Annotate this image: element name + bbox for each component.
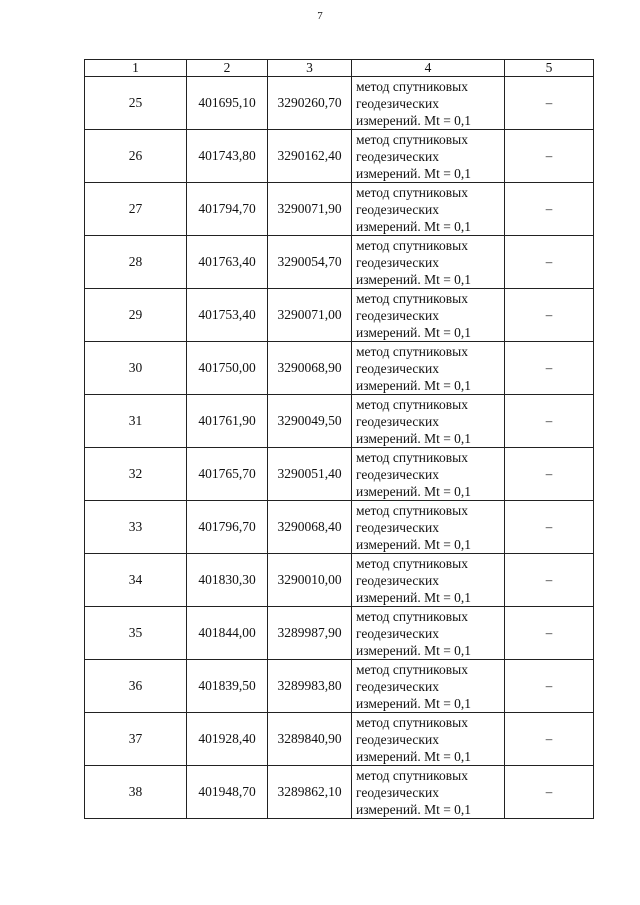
method-line: геодезических: [356, 201, 439, 217]
method-description: [352, 130, 505, 183]
method-line: измерений. Mt = 0,1: [356, 748, 472, 764]
coordinate-y: 3289983,80: [268, 660, 352, 713]
header-col-1: 1: [85, 60, 187, 77]
point-number: 34: [85, 554, 187, 607]
point-number: 38: [85, 766, 187, 819]
table-body: [85, 77, 594, 819]
coordinate-x: 401830,30: [187, 554, 268, 607]
method-line: геодезических: [356, 784, 439, 800]
note-dash: –: [505, 289, 594, 342]
method-line: геодезических: [356, 307, 439, 323]
point-number: 35: [85, 607, 187, 660]
note-dash: –: [505, 183, 594, 236]
method-line: метод спутниковых: [356, 608, 468, 624]
method-description: [352, 501, 505, 554]
table-row: [85, 713, 594, 766]
point-number: 36: [85, 660, 187, 713]
note-dash: –: [505, 660, 594, 713]
method-line: геодезических: [356, 678, 439, 694]
table-row: [85, 130, 594, 183]
method-line: измерений. Mt = 0,1: [356, 324, 472, 340]
method-line: измерений. Mt = 0,1: [356, 483, 472, 499]
coordinate-x: 401948,70: [187, 766, 268, 819]
coordinate-y: 3290071,00: [268, 289, 352, 342]
method-description: [352, 713, 505, 766]
method-line: геодезических: [356, 519, 439, 535]
coordinate-y: 3290054,70: [268, 236, 352, 289]
method-description: [352, 554, 505, 607]
method-description: [352, 766, 505, 819]
note-dash: –: [505, 713, 594, 766]
method-line: геодезических: [356, 572, 439, 588]
method-description: [352, 395, 505, 448]
coordinate-y: 3290051,40: [268, 448, 352, 501]
coordinate-y: 3290049,50: [268, 395, 352, 448]
table-row: [85, 395, 594, 448]
coordinate-x: 401743,80: [187, 130, 268, 183]
method-line: измерений. Mt = 0,1: [356, 112, 472, 128]
table-header: [85, 60, 594, 77]
method-line: метод спутниковых: [356, 714, 468, 730]
coordinate-x: 401796,70: [187, 501, 268, 554]
method-line: измерений. Mt = 0,1: [356, 271, 472, 287]
coordinate-x: 401844,00: [187, 607, 268, 660]
note-dash: –: [505, 501, 594, 554]
method-line: метод спутниковых: [356, 502, 468, 518]
header-row: [85, 60, 594, 77]
method-line: метод спутниковых: [356, 449, 468, 465]
point-number: 27: [85, 183, 187, 236]
coordinate-y: 3289840,90: [268, 713, 352, 766]
table-row: [85, 554, 594, 607]
note-dash: –: [505, 607, 594, 660]
table-row: [85, 183, 594, 236]
point-number: 28: [85, 236, 187, 289]
point-number: 26: [85, 130, 187, 183]
table-row: [85, 766, 594, 819]
method-line: метод спутниковых: [356, 661, 468, 677]
point-number: 33: [85, 501, 187, 554]
method-line: измерений. Mt = 0,1: [356, 642, 472, 658]
note-dash: –: [505, 766, 594, 819]
method-description: [352, 660, 505, 713]
header-col-2: 2: [187, 60, 268, 77]
method-line: метод спутниковых: [356, 237, 468, 253]
method-line: геодезических: [356, 254, 439, 270]
method-description: [352, 183, 505, 236]
method-line: метод спутниковых: [356, 767, 468, 783]
note-dash: –: [505, 554, 594, 607]
coordinate-x: 401763,40: [187, 236, 268, 289]
note-dash: –: [505, 236, 594, 289]
table-row: [85, 501, 594, 554]
coordinate-y: 3289862,10: [268, 766, 352, 819]
coordinates-table: [84, 59, 594, 819]
method-line: измерений. Mt = 0,1: [356, 801, 472, 817]
coordinate-y: 3290071,90: [268, 183, 352, 236]
method-line: геодезических: [356, 148, 439, 164]
coordinate-y: 3290162,40: [268, 130, 352, 183]
method-line: измерений. Mt = 0,1: [356, 165, 472, 181]
coordinate-x: 401794,70: [187, 183, 268, 236]
coordinate-y: 3290068,90: [268, 342, 352, 395]
method-line: геодезических: [356, 625, 439, 641]
method-line: метод спутниковых: [356, 343, 468, 359]
method-line: метод спутниковых: [356, 131, 468, 147]
coordinate-y: 3290010,00: [268, 554, 352, 607]
method-description: [352, 448, 505, 501]
coordinate-x: 401753,40: [187, 289, 268, 342]
coordinate-y: 3290260,70: [268, 77, 352, 130]
note-dash: –: [505, 448, 594, 501]
method-description: [352, 607, 505, 660]
method-line: измерений. Mt = 0,1: [356, 218, 472, 234]
method-line: геодезических: [356, 731, 439, 747]
note-dash: –: [505, 395, 594, 448]
method-line: измерений. Mt = 0,1: [356, 377, 472, 393]
table-row: [85, 236, 594, 289]
method-line: метод спутниковых: [356, 78, 468, 94]
note-dash: –: [505, 130, 594, 183]
method-description: [352, 77, 505, 130]
method-line: измерений. Mt = 0,1: [356, 695, 472, 711]
method-line: геодезических: [356, 413, 439, 429]
point-number: 32: [85, 448, 187, 501]
point-number: 30: [85, 342, 187, 395]
header-col-3: 3: [268, 60, 352, 77]
coordinate-x: 401765,70: [187, 448, 268, 501]
method-line: измерений. Mt = 0,1: [356, 589, 472, 605]
table-row: [85, 342, 594, 395]
header-col-4: 4: [352, 60, 505, 77]
table-row: [85, 448, 594, 501]
table-row: [85, 289, 594, 342]
coordinate-y: 3289987,90: [268, 607, 352, 660]
method-description: [352, 342, 505, 395]
table-row: [85, 607, 594, 660]
point-number: 31: [85, 395, 187, 448]
point-number: 29: [85, 289, 187, 342]
coordinate-y: 3290068,40: [268, 501, 352, 554]
method-line: метод спутниковых: [356, 184, 468, 200]
method-line: геодезических: [356, 466, 439, 482]
coordinate-x: 401761,90: [187, 395, 268, 448]
note-dash: –: [505, 77, 594, 130]
table-row: [85, 660, 594, 713]
point-number: 25: [85, 77, 187, 130]
page-number: 7: [317, 10, 323, 22]
method-description: [352, 289, 505, 342]
method-line: измерений. Mt = 0,1: [356, 430, 472, 446]
coordinate-x: 401928,40: [187, 713, 268, 766]
method-line: метод спутниковых: [356, 396, 468, 412]
method-line: геодезических: [356, 360, 439, 376]
method-line: измерений. Mt = 0,1: [356, 536, 472, 552]
note-dash: –: [505, 342, 594, 395]
method-line: метод спутниковых: [356, 555, 468, 571]
coordinate-x: 401750,00: [187, 342, 268, 395]
table-row: [85, 77, 594, 130]
method-line: геодезических: [356, 95, 439, 111]
point-number: 37: [85, 713, 187, 766]
coordinate-x: 401839,50: [187, 660, 268, 713]
method-description: [352, 236, 505, 289]
coordinate-x: 401695,10: [187, 77, 268, 130]
method-line: метод спутниковых: [356, 290, 468, 306]
header-col-5: 5: [505, 60, 594, 77]
